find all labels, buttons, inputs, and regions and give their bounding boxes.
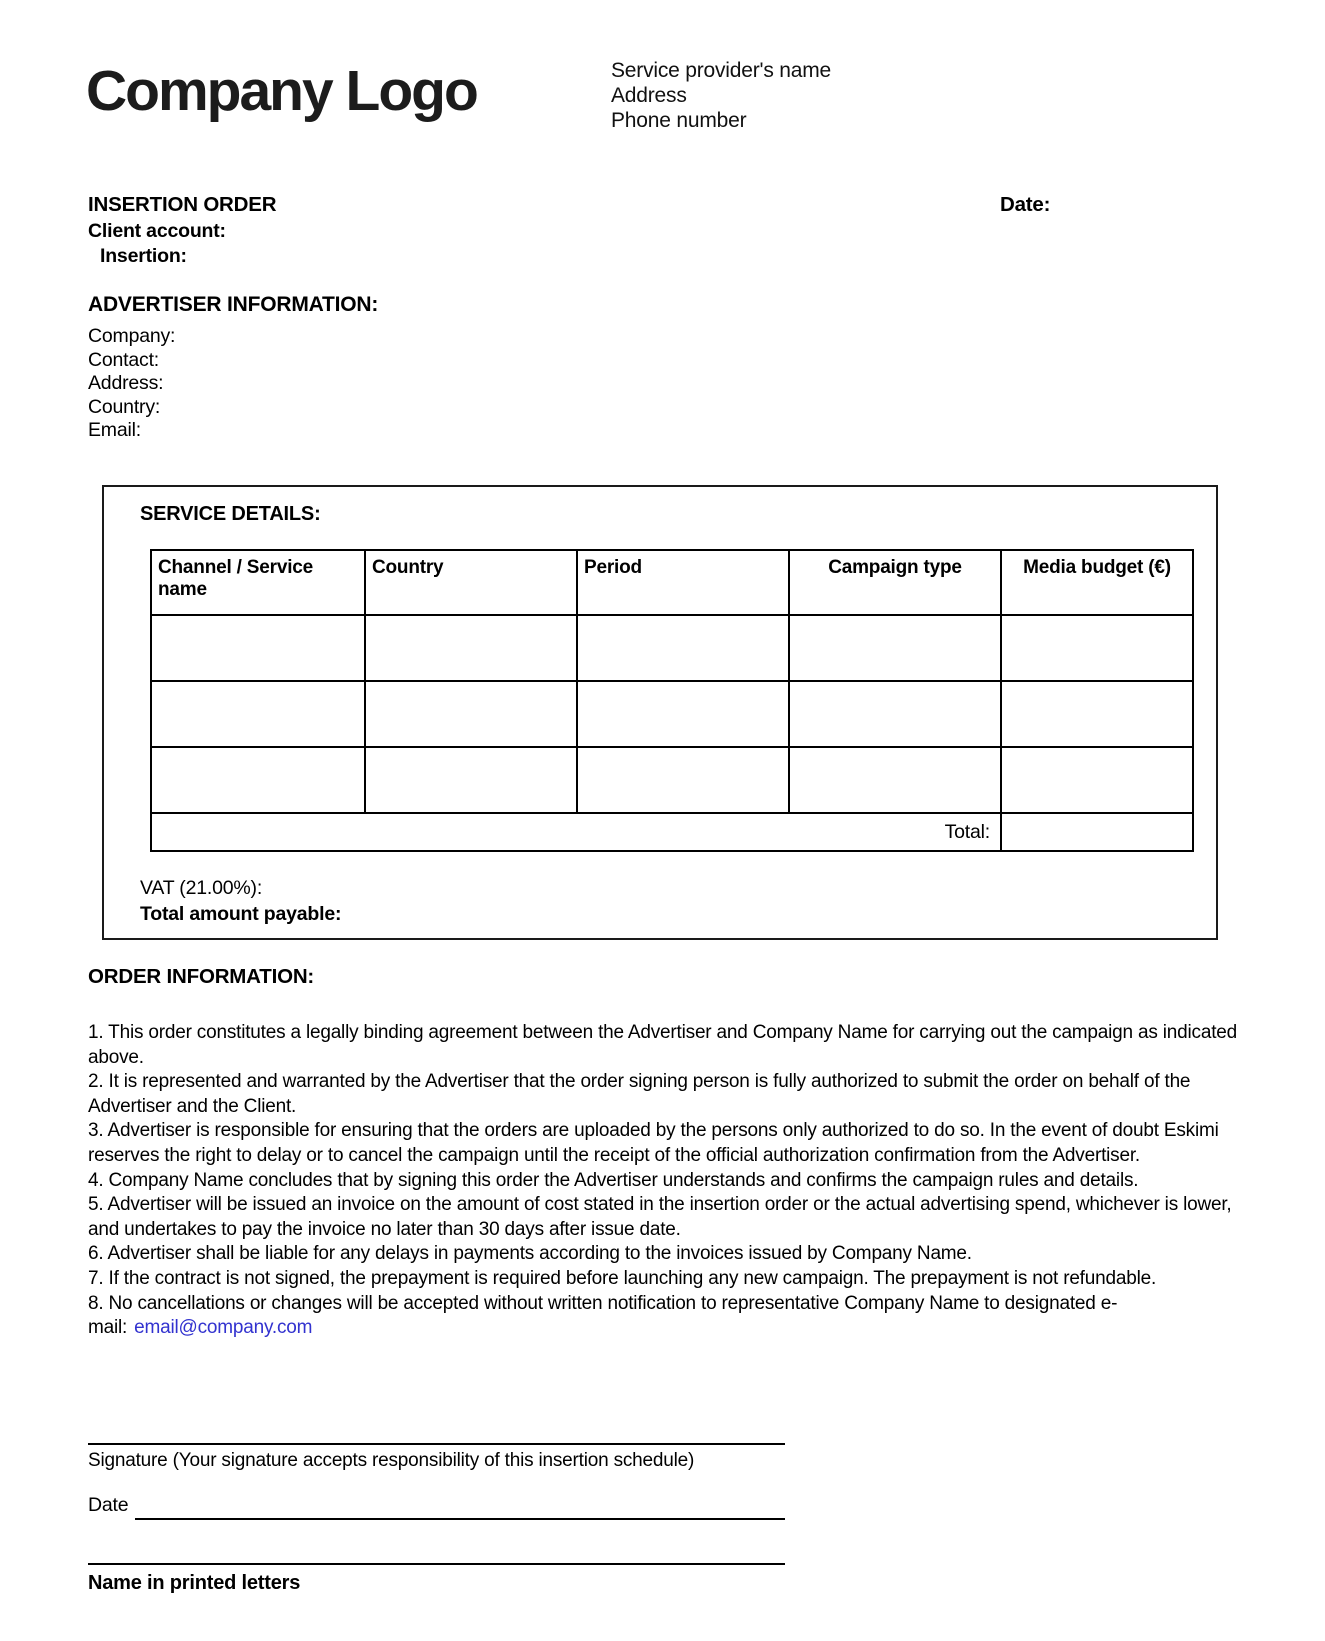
vat-label: VAT (21.00%): xyxy=(140,877,263,899)
advertiser-information-title: ADVERTISER INFORMATION: xyxy=(88,293,379,316)
table-cell xyxy=(789,747,1001,813)
provider-phone: Phone number xyxy=(611,109,747,132)
advertiser-field-contact: Contact: xyxy=(88,348,160,371)
printed-name-caption: Name in printed letters xyxy=(88,1572,301,1594)
total-row xyxy=(151,813,1193,851)
table-row xyxy=(151,615,1193,681)
order-item-6: 6. Advertiser shall be liable for any delays in payments according to the invoices issued by Company Name. xyxy=(88,1243,972,1265)
table-cell xyxy=(365,615,577,681)
advertiser-field-country: Country: xyxy=(88,395,161,418)
advertiser-field-email: Email: xyxy=(88,419,141,442)
signature-line xyxy=(88,1443,785,1445)
date-fill-line xyxy=(135,1518,785,1520)
total-amount-payable-label: Total amount payable: xyxy=(140,903,342,925)
order-item-5: 5. Advertiser will be issued an invoice on the amount of cost stated in the insertion order or the actual advertising spend, whichever is lower, and undertakes to pay the invoice no later than 30 days after issue date. xyxy=(88,1194,1232,1240)
table-cell xyxy=(577,681,789,747)
provider-name: Service provider's name xyxy=(611,59,832,82)
order-item-8-text: 8. No cancellations or changes will be accepted without written notification to representative Company Name to designated e-mail: xyxy=(88,1292,1118,1339)
table-cell xyxy=(1001,681,1193,747)
date-label: Date: xyxy=(1000,193,1051,216)
email-link[interactable]: email@company.com xyxy=(134,1317,313,1339)
service-details-title: SERVICE DETAILS: xyxy=(140,503,321,525)
order-item-3: 3. Advertiser is responsible for ensuring that the orders are uploaded by the persons only authorized to do so. In the event of doubt Eskimi reserves the right to delay or to cancel the campaign until the receipt of the official authorization confirmation from the Advertiser. xyxy=(88,1120,1219,1166)
advertiser-field-address: Address: xyxy=(88,372,164,395)
table-cell xyxy=(577,747,789,813)
col-header-period: Period xyxy=(577,550,789,615)
table-cell xyxy=(151,615,365,681)
total-value-cell xyxy=(1001,813,1193,851)
table-cell xyxy=(1001,615,1193,681)
table-cell xyxy=(151,681,365,747)
table-cell xyxy=(365,747,577,813)
order-information-section xyxy=(88,965,1258,1341)
table-row xyxy=(151,681,1193,747)
printed-name-line xyxy=(88,1563,785,1565)
table-cell xyxy=(365,681,577,747)
signature-caption: Signature (Your signature accepts responsibility of this insertion schedule) xyxy=(88,1450,695,1471)
service-table-header-row xyxy=(151,550,1193,615)
order-item-4: 4. Company Name concludes that by signing this order the Advertiser understands and confirms the campaign rules and details. xyxy=(88,1169,1139,1191)
table-cell xyxy=(151,747,365,813)
table-cell xyxy=(577,615,789,681)
col-header-channel-service-name: Channel / Service name xyxy=(151,550,365,615)
col-header-campaign-type: Campaign type xyxy=(789,550,1001,615)
insertion-order-title: INSERTION ORDER xyxy=(88,193,277,216)
advertiser-field-company: Company: xyxy=(88,325,176,347)
table-row xyxy=(151,747,1193,813)
order-item-8 xyxy=(88,1292,1258,1341)
table-cell xyxy=(789,615,1001,681)
client-account-label: Client account: xyxy=(88,220,226,242)
order-information-title: ORDER INFORMATION: xyxy=(88,965,315,988)
provider-address: Address xyxy=(611,84,687,107)
vat-section xyxy=(140,875,341,927)
advertiser-information-section xyxy=(88,293,378,443)
date-field-label: Date xyxy=(88,1494,129,1516)
table-cell xyxy=(1001,747,1193,813)
order-item-2: 2. It is represented and warranted by the Advertiser that the order signing person is fully authorized to submit the order on behalf of the Advertiser and the Client. xyxy=(88,1071,1191,1117)
service-details-box xyxy=(102,485,1218,940)
insertion-label: Insertion: xyxy=(100,245,187,267)
total-label: Total: xyxy=(151,813,1001,851)
col-header-media-budget: Media budget (€) xyxy=(1001,550,1193,615)
provider-info xyxy=(611,58,831,133)
table-cell xyxy=(789,681,1001,747)
service-table xyxy=(150,549,1194,852)
order-item-7: 7. If the contract is not signed, the prepayment is required before launching any new campaign. The prepayment is not refundable. xyxy=(88,1267,1157,1289)
order-item-1: 1. This order constitutes a legally binding agreement between the Advertiser and Company Name for carrying out the campaign as indicated above. xyxy=(88,1022,1238,1068)
col-header-country: Country xyxy=(365,550,577,615)
company-logo: Company Logo xyxy=(86,59,477,123)
